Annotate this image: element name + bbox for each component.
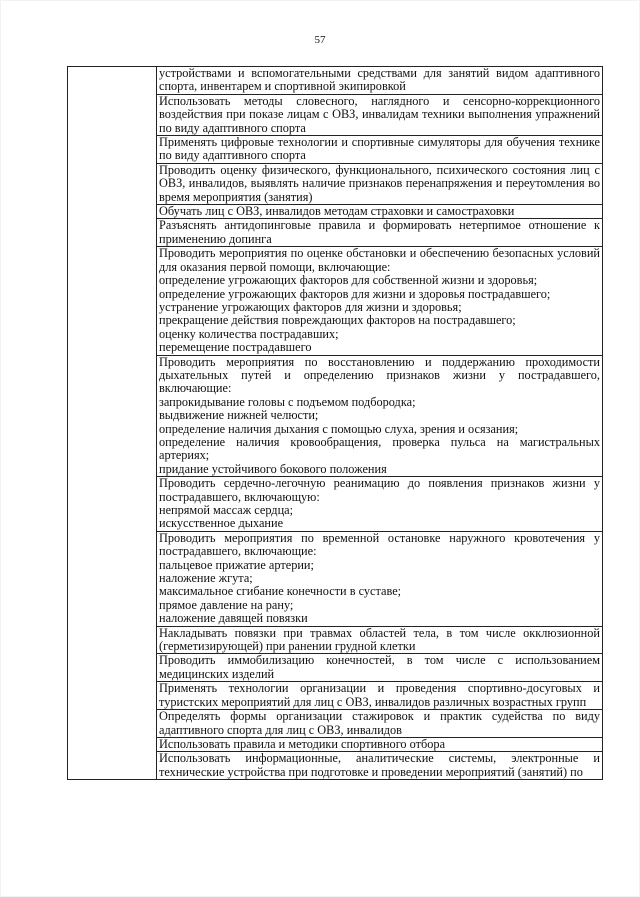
cell-text: Использовать методы словесного, наглядного и сенсорно-коррекционного воздействия при показе лицам с ОВЗ, инвалидам техники выполнения упражнений по виду адаптивного спорта (159, 93, 600, 135)
page-number: 57 (314, 34, 326, 46)
cell-text: Разъяснять антидопинговые правила и формировать нетерпимое отношение к применению допинга (159, 218, 600, 246)
cell-text: Обучать лиц с ОВЗ, инвалидов методам страховки и самостраховки (159, 204, 515, 219)
table-cell (157, 737, 603, 751)
cell-text: Проводить иммобилизацию конечностей, в том числе с использованием медицинских изделий (159, 653, 600, 681)
cell-text: Проводить мероприятия по временной остановке наружного кровотечения у пострадавшего, включающие: пальцевое прижатие артерии; наложение жгута; максимальное сгибание конечности в суставе; прямое давление на рану; наложение давящей повязки (159, 530, 600, 626)
cell-text: устройствами и вспомогательными средствами для занятий видом адаптивного спорта, инвентарем и спортивной экипировкой (159, 66, 600, 94)
table-cell (157, 163, 603, 204)
cell-text: Проводить оценку физического, функционального, психического состояния лиц с ОВЗ, инвалидов, выявлять наличие признаков перенапряжения и переутомления во время мероприятия (занятия) (159, 162, 600, 204)
table-cell (157, 94, 603, 135)
cell-text: Применять цифровые технологии и спортивные симуляторы для обучения технике по виду адаптивного спорта (159, 135, 600, 163)
table-cell (157, 67, 603, 95)
table-row (68, 67, 603, 95)
table-cell (157, 682, 603, 710)
table-cell (157, 205, 603, 219)
cell-text: Использовать правила и методики спортивного отбора (159, 736, 446, 751)
cell-text: Проводить мероприятия по оценке обстановки и обеспечению безопасных условий для оказания первой помощи, включающие: определение угрожающих факторов для собственной жизни и здоровья; определение угрожающих факторов для жизни и здоровья пострадавшего; устранение угрожающих факторов для жизни и здоровья; прекращение действия повреждающих факторов на пострадавшего; оценку количества пострадавших; перемещение пострадавшего (159, 246, 600, 355)
table-cell (157, 136, 603, 164)
table-cell (157, 752, 603, 780)
skills-table (67, 66, 603, 780)
cell-text: Определять формы организации стажировок и практик судейства по виду адаптивного спорта для лиц с ОВЗ, инвалидов (159, 709, 600, 737)
table-cell (157, 710, 603, 738)
cell-text: Использовать информационные, аналитические системы, электронные и технические устройства при подготовке и проведении мероприятий (занятий) по (159, 751, 600, 779)
skills-table-body (68, 67, 603, 780)
table-cell (157, 355, 603, 477)
table-cell (157, 626, 603, 654)
table-cell (157, 219, 603, 247)
table-cell (157, 247, 603, 355)
left-empty-cell (68, 67, 157, 780)
cell-text: Проводить мероприятия по восстановлению и поддержанию проходимости дыхательных путей и определению признаков жизни у пострадавшего, включающие: запрокидывание головы с подъемом подбородка; выдвижение нижней челюсти; определение наличия дыхания с помощью слуха, зрения и осязания; определение наличия кровообращения, проверка пульса на магистральных артериях; придание устойчивого бокового положения (159, 354, 600, 476)
table-cell (157, 654, 603, 682)
cell-text: Применять технологии организации и проведения спортивно-досуговых и туристских мероприятий для лиц с ОВЗ, инвалидов различных возрастных групп (159, 681, 600, 709)
cell-text: Проводить сердечно-легочную реанимацию до появления признаков жизни у пострадавшего, включающую: непрямой массаж сердца; искусственное дыхание (159, 476, 600, 531)
table-cell (157, 531, 603, 626)
table-cell (157, 477, 603, 532)
cell-text: Накладывать повязки при травмах областей тела, в том числе окклюзионной (герметизирующей) при ранении грудной клетки (159, 625, 600, 654)
